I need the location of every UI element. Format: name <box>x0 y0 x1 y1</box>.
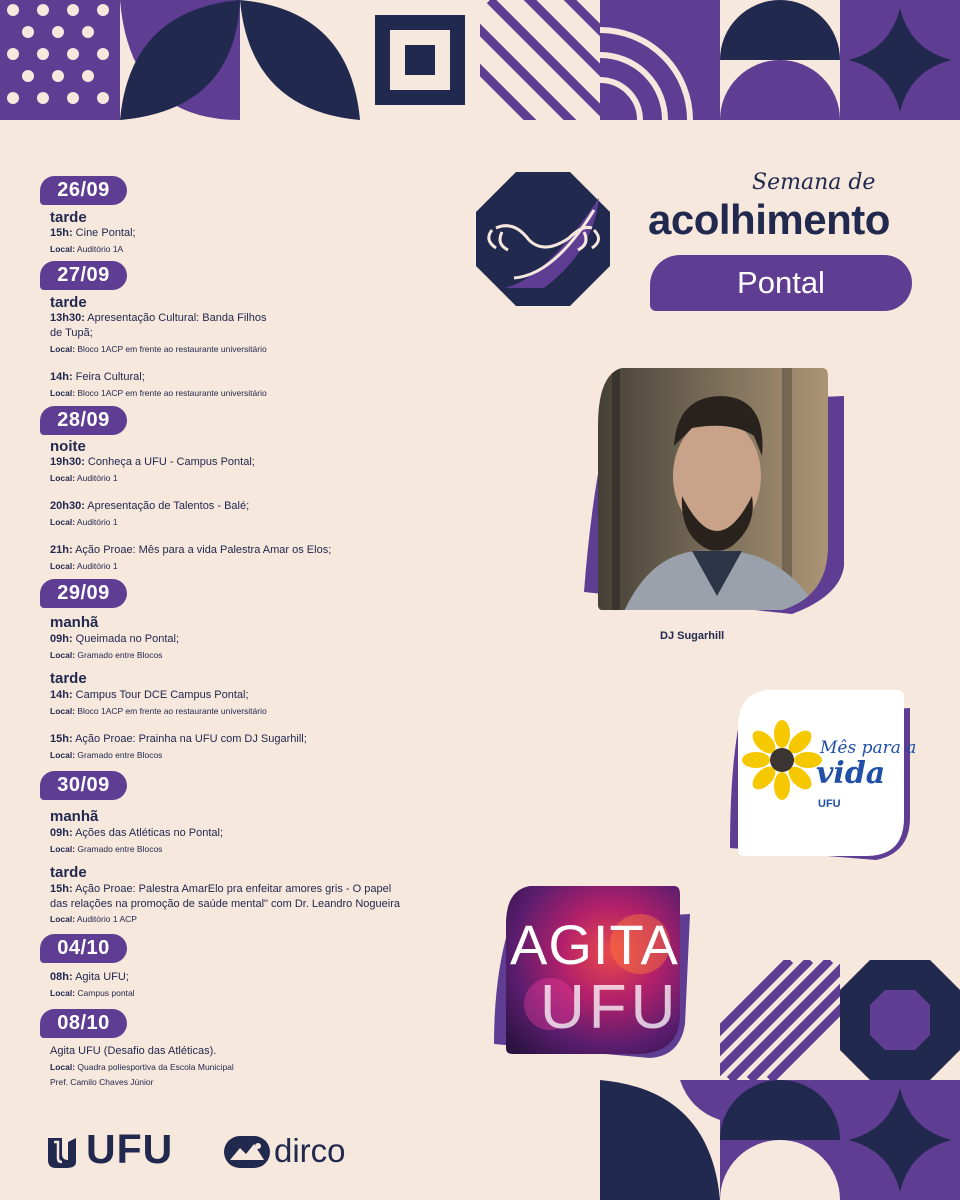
period-label: manhã <box>50 614 99 631</box>
event-item: 15h: Ação Proae: Prainha na UFU com DJ Sugarhill; <box>50 733 307 745</box>
ufu-logo-text: UFU <box>86 1126 174 1172</box>
date-badge-28-09: 28/09 <box>40 406 127 435</box>
period-label: tarde <box>50 294 87 311</box>
event-location-continued: Pref. Camilo Chaves Júnior <box>50 1077 154 1087</box>
event-item: 15h: Ação Proae: Palestra AmarElo pra enfeitar amores gris - O papel <box>50 883 392 895</box>
event-item-continued: de Tupã; <box>50 327 93 339</box>
mes-para-a-text: Mês para a <box>820 738 917 758</box>
event-location: Local: Auditório 1 <box>50 473 118 483</box>
event-item: 19h30: Conheça a UFU - Campus Pontal; <box>50 456 255 468</box>
dj-caption: DJ Sugarhill <box>660 630 725 642</box>
period-label: tarde <box>50 209 87 226</box>
date-badge-29-09: 29/09 <box>40 579 127 608</box>
event-location: Local: Auditório 1 <box>50 561 118 571</box>
event-location: Local: Bloco 1ACP em frente ao restaurante universitário <box>50 706 267 716</box>
event-location: Local: Auditório 1 ACP <box>50 914 137 924</box>
event-location: Local: Campus pontal <box>50 988 135 998</box>
top-pattern-band <box>0 0 960 120</box>
agita-ufu-text: UFU <box>540 973 680 1042</box>
campus-pill: Pontal <box>650 255 912 311</box>
dirco-logo-icon <box>222 1134 272 1170</box>
bottom-pattern-band <box>600 960 960 1200</box>
date-badge-30-09: 30/09 <box>40 771 127 800</box>
event-location: Local: Bloco 1ACP em frente ao restaurante universitário <box>50 344 267 354</box>
title-acolhimento: acolhimento <box>648 196 890 243</box>
title-semana: Semana de <box>752 170 876 195</box>
event-location: Local: Gramado entre Blocos <box>50 650 163 660</box>
date-badge-26-09: 26/09 <box>40 176 127 205</box>
date-badge-04-10: 04/10 <box>40 934 127 963</box>
event-location: Local: Quadra poliesportiva da Escola Municipal <box>50 1062 234 1072</box>
period-label: noite <box>50 438 86 455</box>
event-location: Local: Gramado entre Blocos <box>50 844 163 854</box>
date-badge-27-09: 27/09 <box>40 261 127 290</box>
event-item: 14h: Feira Cultural; <box>50 371 145 383</box>
mes-ufu-text: UFU <box>818 798 841 810</box>
event-location: Local: Gramado entre Blocos <box>50 750 163 760</box>
acolhimento-hug-logo <box>474 170 612 308</box>
event-item: 13h30: Apresentação Cultural: Banda Filhos <box>50 312 267 324</box>
vida-text: vida <box>816 756 886 791</box>
period-label: tarde <box>50 864 87 881</box>
event-item: 15h: Cine Pontal; <box>50 227 136 239</box>
date-badge-08-10: 08/10 <box>40 1009 127 1038</box>
event-item: 14h: Campus Tour DCE Campus Pontal; <box>50 689 249 701</box>
period-label: manhã <box>50 808 99 825</box>
event-item-continued: das relações na promoção de saúde mental" com Dr. Leandro Nogueira <box>50 898 400 910</box>
event-item: 08h: Agita UFU; <box>50 971 129 983</box>
agita-text: AGITA <box>510 913 679 976</box>
event-location: Local: Auditório 1A <box>50 244 124 254</box>
event-item: 21h: Ação Proae: Mês para a vida Palestra Amar os Elos; <box>50 544 332 556</box>
dirco-logo-text: dirco <box>274 1132 346 1169</box>
event-location: Local: Auditório 1 <box>50 517 118 527</box>
event-item: Agita UFU (Desafio das Atléticas). <box>50 1045 217 1057</box>
event-item: 09h: Queimada no Pontal; <box>50 633 180 645</box>
ufu-logo-icon <box>44 1134 80 1170</box>
event-location: Local: Bloco 1ACP em frente ao restaurante universitário <box>50 388 267 398</box>
event-item: 09h: Ações das Atléticas no Pontal; <box>50 827 224 839</box>
period-label: tarde <box>50 670 87 687</box>
event-item: 20h30: Apresentação de Talentos - Balé; <box>50 500 250 512</box>
dj-photo <box>582 366 846 616</box>
